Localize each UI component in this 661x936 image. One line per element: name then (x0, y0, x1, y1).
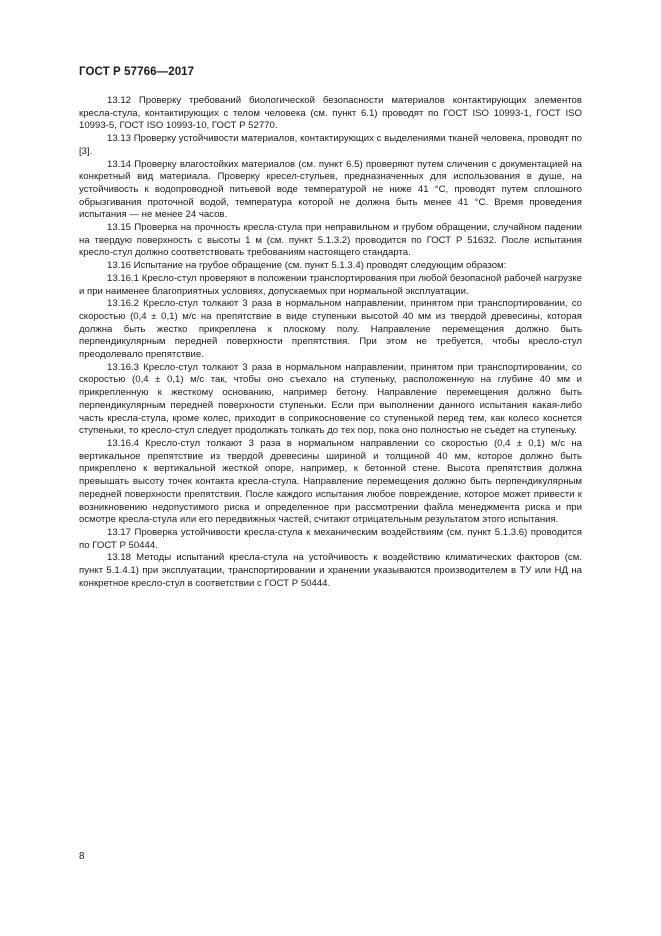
section-13-15: 13.15 Проверка на прочность кресла-стула при неправильном и грубом обращении, случайном падении на твердую поверхность с высоты 1 м (см. пункт 5.1.3.2) проводится по ГОСТ Р 51632. После испытания кресло-стул должно соответствовать требованиям настоящего стандарта. (79, 222, 582, 259)
section-13-16-3: 13.16.3 Кресло-стул толкают 3 раза в нормальном направлении, принятом при транспортировании, со скоростью (0,4 ± 0,1) м/с так, чтобы оно съехало на ступеньку, расположенную на глубине 40 мм и прикрепленную к жесткому основанию, например бетону. Направление перемещения должно быть перпендикулярным передней поверхности ступеньки. Если при выполнении данного испытания какая-либо часть кресла-стула, кроме колес, приходит в соприкосновение со ступенькой перед тем, как колесо коснется ступеньки, то кресло-стул следует продолжать толкать до тех пор, пока оно полностью не съедет на ступеньку. (79, 361, 582, 437)
section-13-12: 13.12 Проверку требований биологической безопасности материалов контактирующих элементов кресла-стула, контактирующих с телом человека (см. пункт 6.1) проводят по ГОСТ ISO 10993-1, ГОСТ ISO 10993-5, ГОСТ ISO 10993-10, ГОСТ Р 52770. (79, 95, 582, 132)
page-number: 8 (79, 851, 85, 862)
document-body (79, 95, 582, 590)
section-13-17: 13.17 Проверка устойчивости кресла-стула к механическим воздействиям (см. пункт 5.1.3.6) проводится по ГОСТ Р 50444. (79, 526, 582, 551)
section-13-13: 13.13 Проверку устойчивости материалов, контактирующих с выделениями тканей человека, проводят по [3]. (79, 133, 582, 157)
section-13-14: 13.14 Проверку влагостойких материалов (см. пункт 6.5) проверяют путем сличения с документацией на конкретный вид материала. Проверку кресел-стульев, предназначенных для использования в душе, на устойчивость к водопроводной питьевой воде температурой не ниже 41 °С, проводят путем сплошного обрызгивания проточной водой, температура которой не должна быть менее 41 °С. Время проведения испытания — не менее 24 часов. (79, 158, 582, 221)
section-13-16-2: 13.16.2 Кресло-стул толкают 3 раза в нормальном направлении, принятом при транспортировании, со скоростью (0,4 ± 0,1) м/с на препятствие в виде ступеньки высотой 40 мм из твердой древесины, которая должна быть жестко прикреплена к плоскому полу. Направление перемещения должно быть перпендикулярным передней поверхности препятствия. При этом не требуется, чтобы кресло-стул преодолевало препятствие. (79, 298, 582, 361)
document-header: ГОСТ Р 57766—2017 (79, 66, 195, 78)
section-13-16-4: 13.16.4 Кресло-стул толкают 3 раза в нормальном направлении со скоростью (0,4 ± 0,1) м/с на вертикальное препятствие из твердой древесины шириной и толщиной 40 мм, которое должно быть прикреплено к вертикальной жесткой опоре, например, к бетонной стене. Высота препятствия должна превышать высоту точек контакта кресла-стула. Направление перемещения должно быть перпендикулярным передней поверхности препятствия. После каждого испытания любое повреждение, которое может привести к возникновению недопустимого риска и определенное при рассмотрении файла менеджмента риска и при осмотре кресла-стула или его передвижных частей, считают отрицательным результатом этого испытания. (79, 437, 582, 526)
section-13-18: 13.18 Методы испытаний кресла-стула на устойчивость к воздействию климатических факторов (см. пункт 5.1.4.1) при эксплуатации, транспортировании и хранении указываются производителем в ТУ или НД на конкретное кресло-стул в соответствии с ГОСТ Р 50444. (79, 552, 582, 589)
section-13-16-1: 13.16.1 Кресло-стул проверяют в положении транспортирования при любой безопасной рабочей нагрузке и при наименее благоприятных условиях, допускаемых при нормальной эксплуатации. (79, 272, 582, 297)
section-13-16: 13.16 Испытание на грубое обращение (см. пункт 5.1.3.4) проводят следующим образом: (107, 260, 507, 272)
